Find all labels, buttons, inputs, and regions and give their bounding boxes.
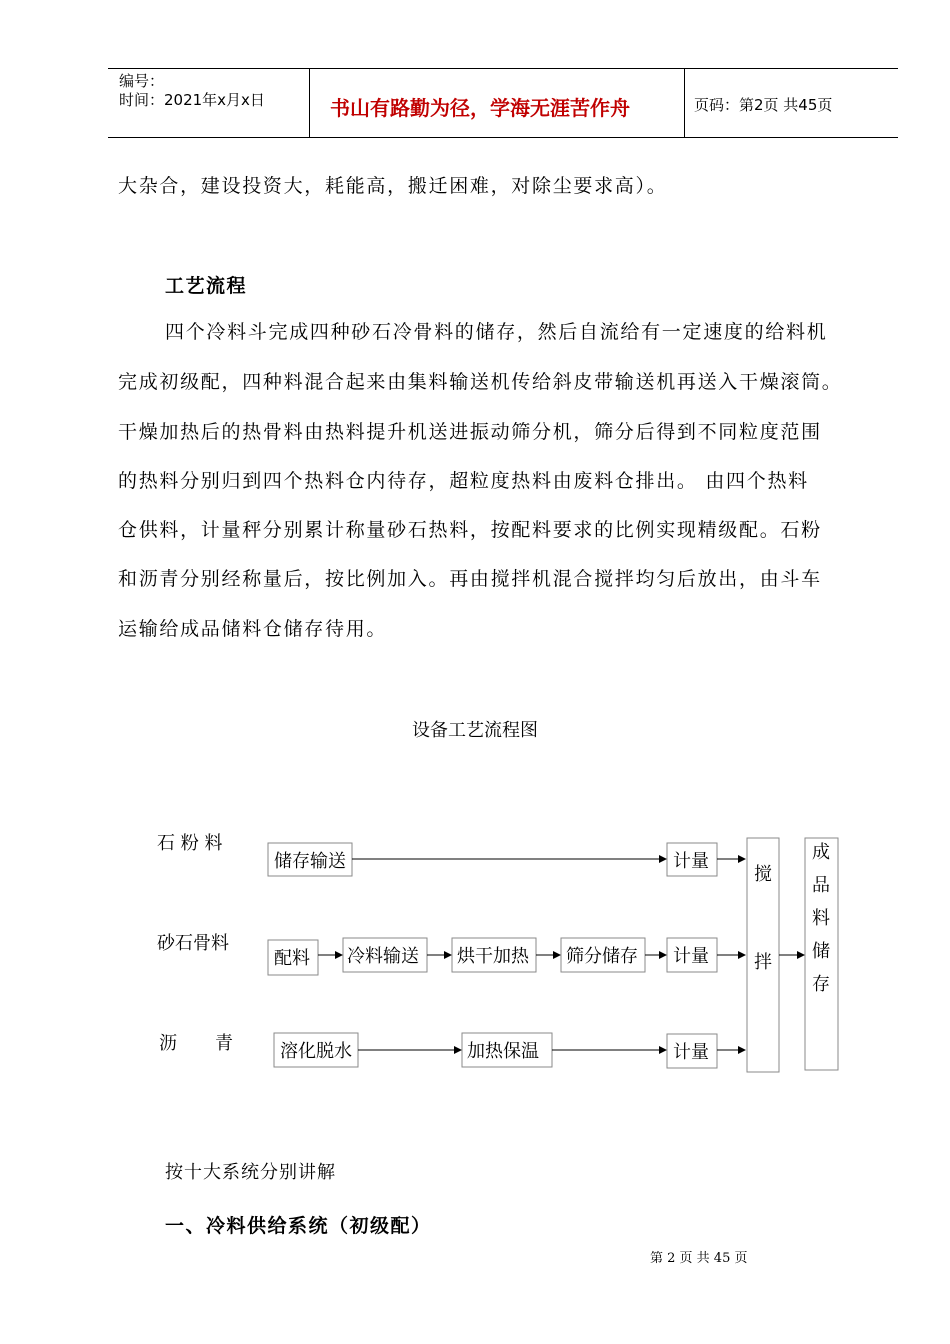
paragraph-line: 干燥加热后的热骨料由热料提升机送进振动筛分机，筛分后得到不同粒度范围: [118, 421, 822, 443]
box-mixer-label-2: 拌: [754, 952, 772, 973]
label-asphalt-1: 沥: [159, 1033, 177, 1054]
document-number-label: 编号：: [119, 72, 165, 90]
box-measure-1-label: 计量: [673, 851, 709, 872]
box-cold-convey-label: 冷料输送: [347, 946, 419, 967]
header-page-code: 页码：第2页 共45页: [694, 96, 833, 114]
section-title: 工艺流程: [165, 275, 248, 297]
after-diagram-text: 按十大系统分别讲解: [165, 1162, 336, 1183]
paragraph-line: 四个冷料斗完成四种砂石冷骨料的储存，然后自流给有一定速度的给料机: [165, 321, 828, 343]
header-motto: 书山有路勤为径，学海无涯苦作舟: [330, 96, 630, 120]
diagram-title: 设备工艺流程图: [412, 720, 538, 741]
continuation-line: 大杂合，建设投资大，耗能高，搬迁困难，对除尘要求高）。: [118, 175, 668, 197]
label-sand-stone: 砂石骨料: [157, 933, 229, 954]
box-batching-label: 配料: [274, 948, 310, 969]
box-product-label: 储: [812, 941, 830, 962]
paragraph-line: 和沥青分别经称量后，按比例加入。再由搅拌机混合搅拌均匀后放出，由斗车: [118, 568, 822, 590]
label-stone-powder: 石 粉 料: [157, 833, 223, 854]
page-footer: 第 2 页 共 45 页: [650, 1251, 748, 1266]
box-product-label: 存: [812, 974, 830, 995]
paragraph-line: 的热料分别归到四个热料仓内待存，超粒度热料由废料仓排出。 由四个热料: [118, 470, 809, 492]
box-dry-heat-label: 烘干加热: [457, 946, 529, 967]
box-mixer-label-1: 搅: [754, 864, 772, 885]
box-heat-keep-label: 加热保温: [467, 1041, 539, 1062]
label-asphalt-2: 青: [215, 1033, 233, 1054]
paragraph-line: 运输给成品储料仓储存待用。: [118, 618, 388, 640]
paragraph-line: 仓供料，计量秤分别累计称量砂石热料，按配料要求的比例实现精级配。石粉: [118, 519, 822, 541]
box-measure-2-label: 计量: [673, 946, 709, 967]
box-screen-store-label: 筛分储存: [566, 946, 638, 967]
box-melt-dehydrate-label: 溶化脱水: [280, 1041, 352, 1062]
box-measure-3-label: 计量: [673, 1042, 709, 1063]
subsection-title: 一、冷料供给系统（初级配）: [165, 1215, 432, 1237]
box-product-label: 料: [812, 908, 830, 929]
document-time-label: 时间：2021年x月x日: [119, 91, 265, 109]
box-product-label: 成: [812, 842, 830, 863]
box-store-convey-label: 储存输送: [274, 851, 346, 872]
paragraph-line: 完成初级配，四种料混合起来由集料输送机传给斜皮带输送机再送入干燥滚筒。: [118, 371, 843, 393]
box-product-label: 品: [812, 875, 830, 896]
